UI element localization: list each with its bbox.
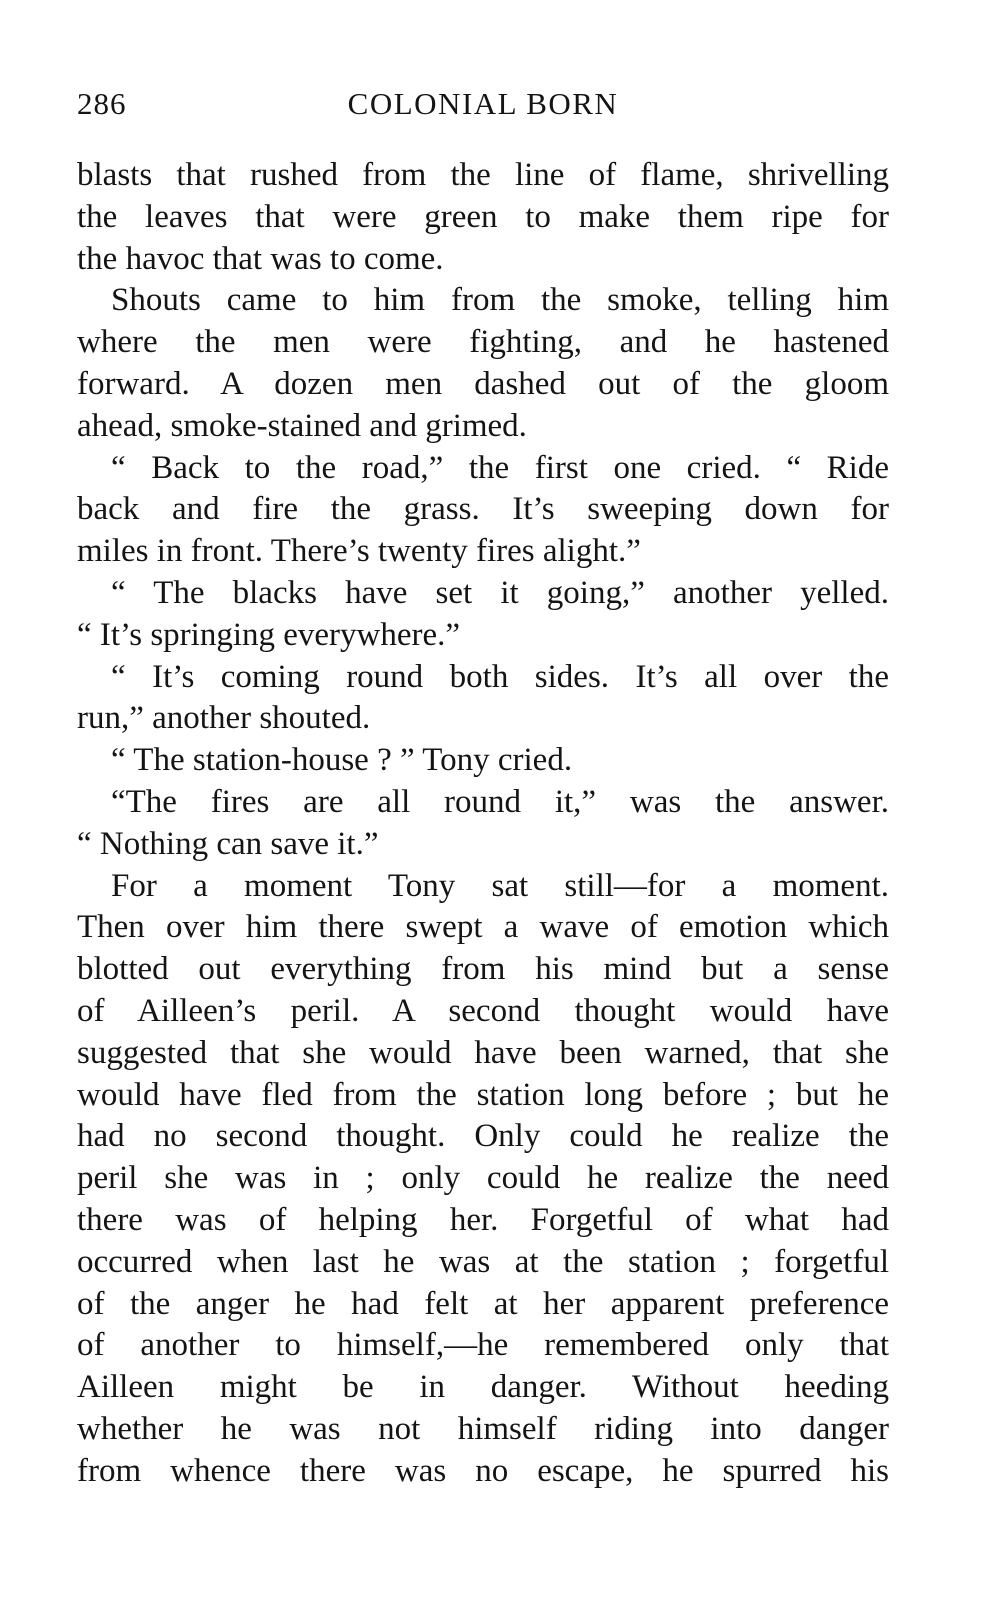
- text-line: “ It’s coming round both sides. It’s all over the: [111, 658, 889, 695]
- text-line: “The fires are all round it,” was the answer.: [111, 783, 889, 820]
- text-line: of the anger he had felt at her apparent preference: [77, 1285, 889, 1322]
- text-line: For a moment Tony sat still—for a moment.: [111, 867, 889, 904]
- running-title: COLONIAL BORN: [347, 86, 619, 121]
- text-line: blotted out everything from his mind but a sense: [77, 951, 889, 988]
- text-line: “ Nothing can save it.”: [77, 825, 379, 862]
- text-line: Shouts came to him from the smoke, telling him: [111, 282, 889, 319]
- page-header: [77, 86, 889, 136]
- text-line: from whence there was no escape, he spurred his: [77, 1452, 889, 1489]
- text-line: “ The station-house ? ” Tony cried.: [111, 742, 573, 779]
- text-line: suggested that she would have been warned, that she: [77, 1034, 889, 1071]
- text-line: ahead, smoke-stained and grimed.: [77, 407, 527, 444]
- text-line: miles in front. There’s twenty fires alight.”: [77, 533, 641, 570]
- text-line: there was of helping her. Forgetful of what had: [77, 1201, 889, 1238]
- text-line: of another to himself,—he remembered only that: [77, 1327, 889, 1364]
- text-line: the leaves that were green to make them ripe for: [77, 198, 889, 235]
- page-number: 286: [77, 86, 127, 121]
- text-line: “ Back to the road,” the first one cried. “ Ride: [111, 449, 889, 486]
- text-line: peril she was in ; only could he realize the need: [77, 1160, 889, 1197]
- text-line: occurred when last he was at the station ; forgetful: [77, 1243, 889, 1280]
- text-line: forward. A dozen men dashed out of the gloom: [77, 365, 889, 402]
- text-line: back and fire the grass. It’s sweeping down for: [77, 491, 889, 528]
- text-line: would have fled from the station long before ; but he: [77, 1076, 889, 1113]
- text-line: Ailleen might be in danger. Without heeding: [77, 1369, 889, 1406]
- text-line: where the men were fighting, and he hastened: [77, 324, 889, 361]
- text-line: “ The blacks have set it going,” another yelled.: [111, 574, 889, 611]
- text-line: run,” another shouted.: [77, 700, 371, 737]
- text-line: “ It’s springing everywhere.”: [77, 616, 461, 653]
- body-text: [77, 155, 889, 1493]
- text-line: Then over him there swept a wave of emotion which: [77, 909, 889, 946]
- text-line: the havoc that was to come.: [77, 240, 444, 277]
- text-line: of Ailleen’s peril. A second thought would have: [77, 992, 889, 1029]
- text-line: had no second thought. Only could he realize the: [77, 1118, 889, 1155]
- text-line: blasts that rushed from the line of flame, shrivelling: [77, 157, 889, 193]
- text-line: whether he was not himself riding into danger: [77, 1410, 889, 1447]
